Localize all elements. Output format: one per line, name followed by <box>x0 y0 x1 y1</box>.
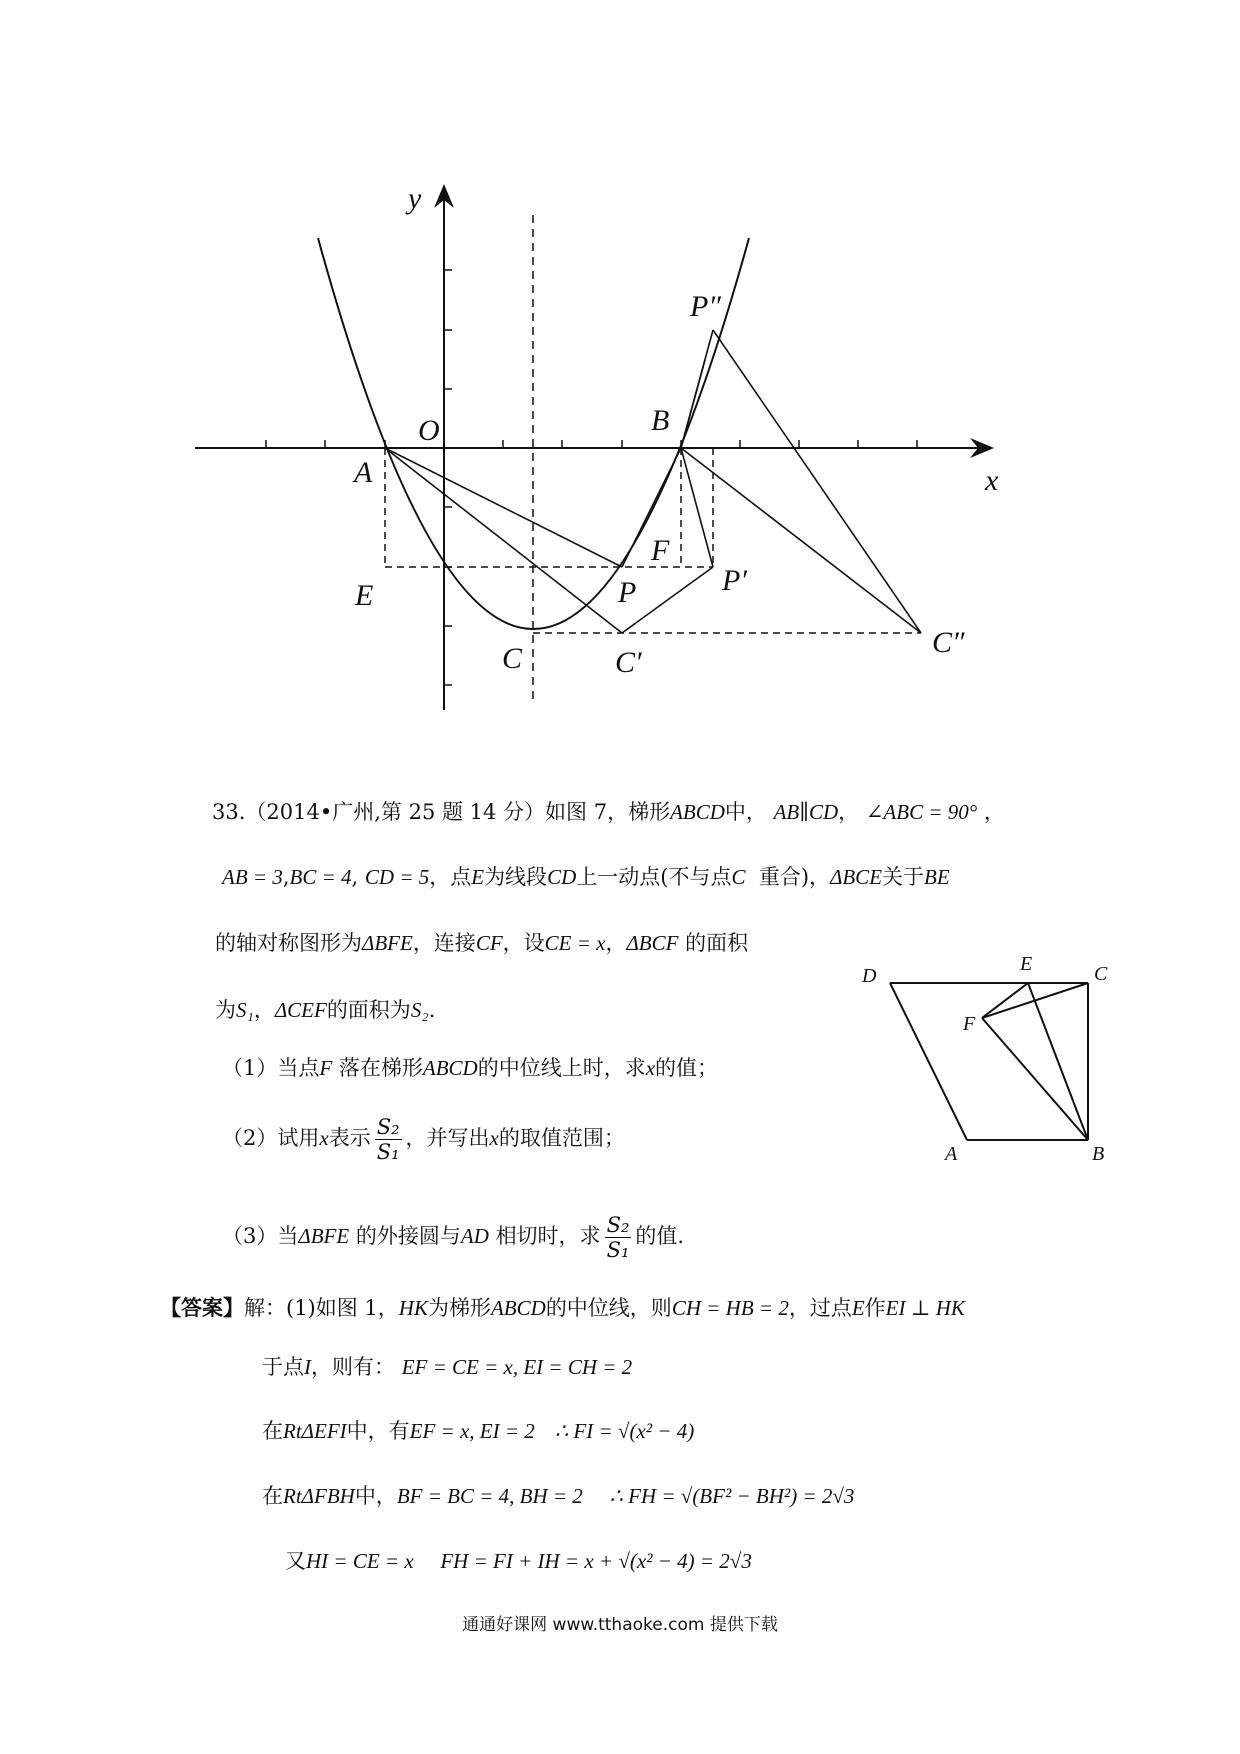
label-B: B <box>651 404 670 437</box>
label-F: F <box>651 534 670 567</box>
answer-line-4: 在RtΔFBH中，BF = BC = 4, BH = 2 ∴ FH = √(BF² − BH²) = 2√3 <box>262 1484 855 1508</box>
label-P-double-prime: P″ <box>690 290 721 323</box>
figure-trapezoid <box>850 945 1140 1175</box>
label-P-prime: P′ <box>722 564 747 597</box>
label-E: E <box>355 579 374 612</box>
trap-label-F: F <box>963 1013 976 1035</box>
answer-line-2: 于点I，则有： EF = CE = x, EI = CH = 2 <box>262 1355 633 1379</box>
label-A: A <box>354 456 373 489</box>
label-P: P <box>618 576 637 609</box>
fraction-s2-s1-q3: $\frac{\text{S₂}}{\text{S₁}}$ <box>606 1213 630 1262</box>
label-C-double-prime: C″ <box>932 626 965 659</box>
label-C: C <box>502 642 523 675</box>
trap-label-C: C <box>1094 963 1108 985</box>
trap-label-B: B <box>1092 1143 1105 1165</box>
x-axis-label: x <box>985 464 999 497</box>
question-2: （2）试用x表示 $\frac{\text{S₂}}{\text{S₁}}$ ，并写出x的取值范围； <box>222 1115 625 1164</box>
y-axis-label: y <box>408 182 422 215</box>
footer: 通通好课网 www.tthaoke.com 提供下载 <box>462 1615 778 1635</box>
fraction-s2-s1: $\frac{\text{S₂}}{\text{S₁}}$ <box>376 1115 400 1164</box>
answer-line-5: 又HI = CE = x FH = FI + IH = x + √(x² − 4) = 2√3 <box>285 1549 752 1573</box>
trap-label-A: A <box>945 1143 958 1165</box>
label-C-prime: C′ <box>615 646 642 679</box>
answer-line-1: 【答案】解：(1)如图 1，HK为梯形ABCD的中位线，则CH = HB = 2，过点E作EI ⊥ HK <box>160 1295 965 1320</box>
segments <box>385 330 921 633</box>
problem-line-3: 的轴对称图形为ΔBFE，连接CF，设CE = x，ΔBCF 的面积 <box>215 931 749 955</box>
question-3: （3）当ΔBFE 的外接圆与AD 相切时，求 $\frac{\text{S₂}}{\text{S₁}}$ 的值. <box>222 1213 685 1262</box>
problem-line-1: 33.（2014•广州,第 25 题 14 分）如图 7，梯形ABCD中， AB∥CD， ∠ABC = 90° ， <box>212 800 1005 824</box>
question-1: （1）当点F 落在梯形ABCD的中位线上时，求x的值； <box>222 1056 719 1080</box>
problem-line-4: 为S₁，ΔCEF的面积为S₂. <box>215 998 436 1022</box>
figure-parabola <box>0 150 1240 870</box>
x-ticks <box>266 440 917 448</box>
answer-line-3: 在RtΔEFI中，有EF = x, EI = 2 ∴ FI = √(x² − 4) <box>262 1419 695 1443</box>
problem-line-2: AB = 3,BC = 4, CD = 5，点E为线段CD上一动点(不与点C 重合)，ΔBCE关于BE <box>222 865 950 889</box>
trap-label-D: D <box>862 965 877 987</box>
label-O: O <box>418 414 440 447</box>
trap-label-E: E <box>1020 953 1033 975</box>
